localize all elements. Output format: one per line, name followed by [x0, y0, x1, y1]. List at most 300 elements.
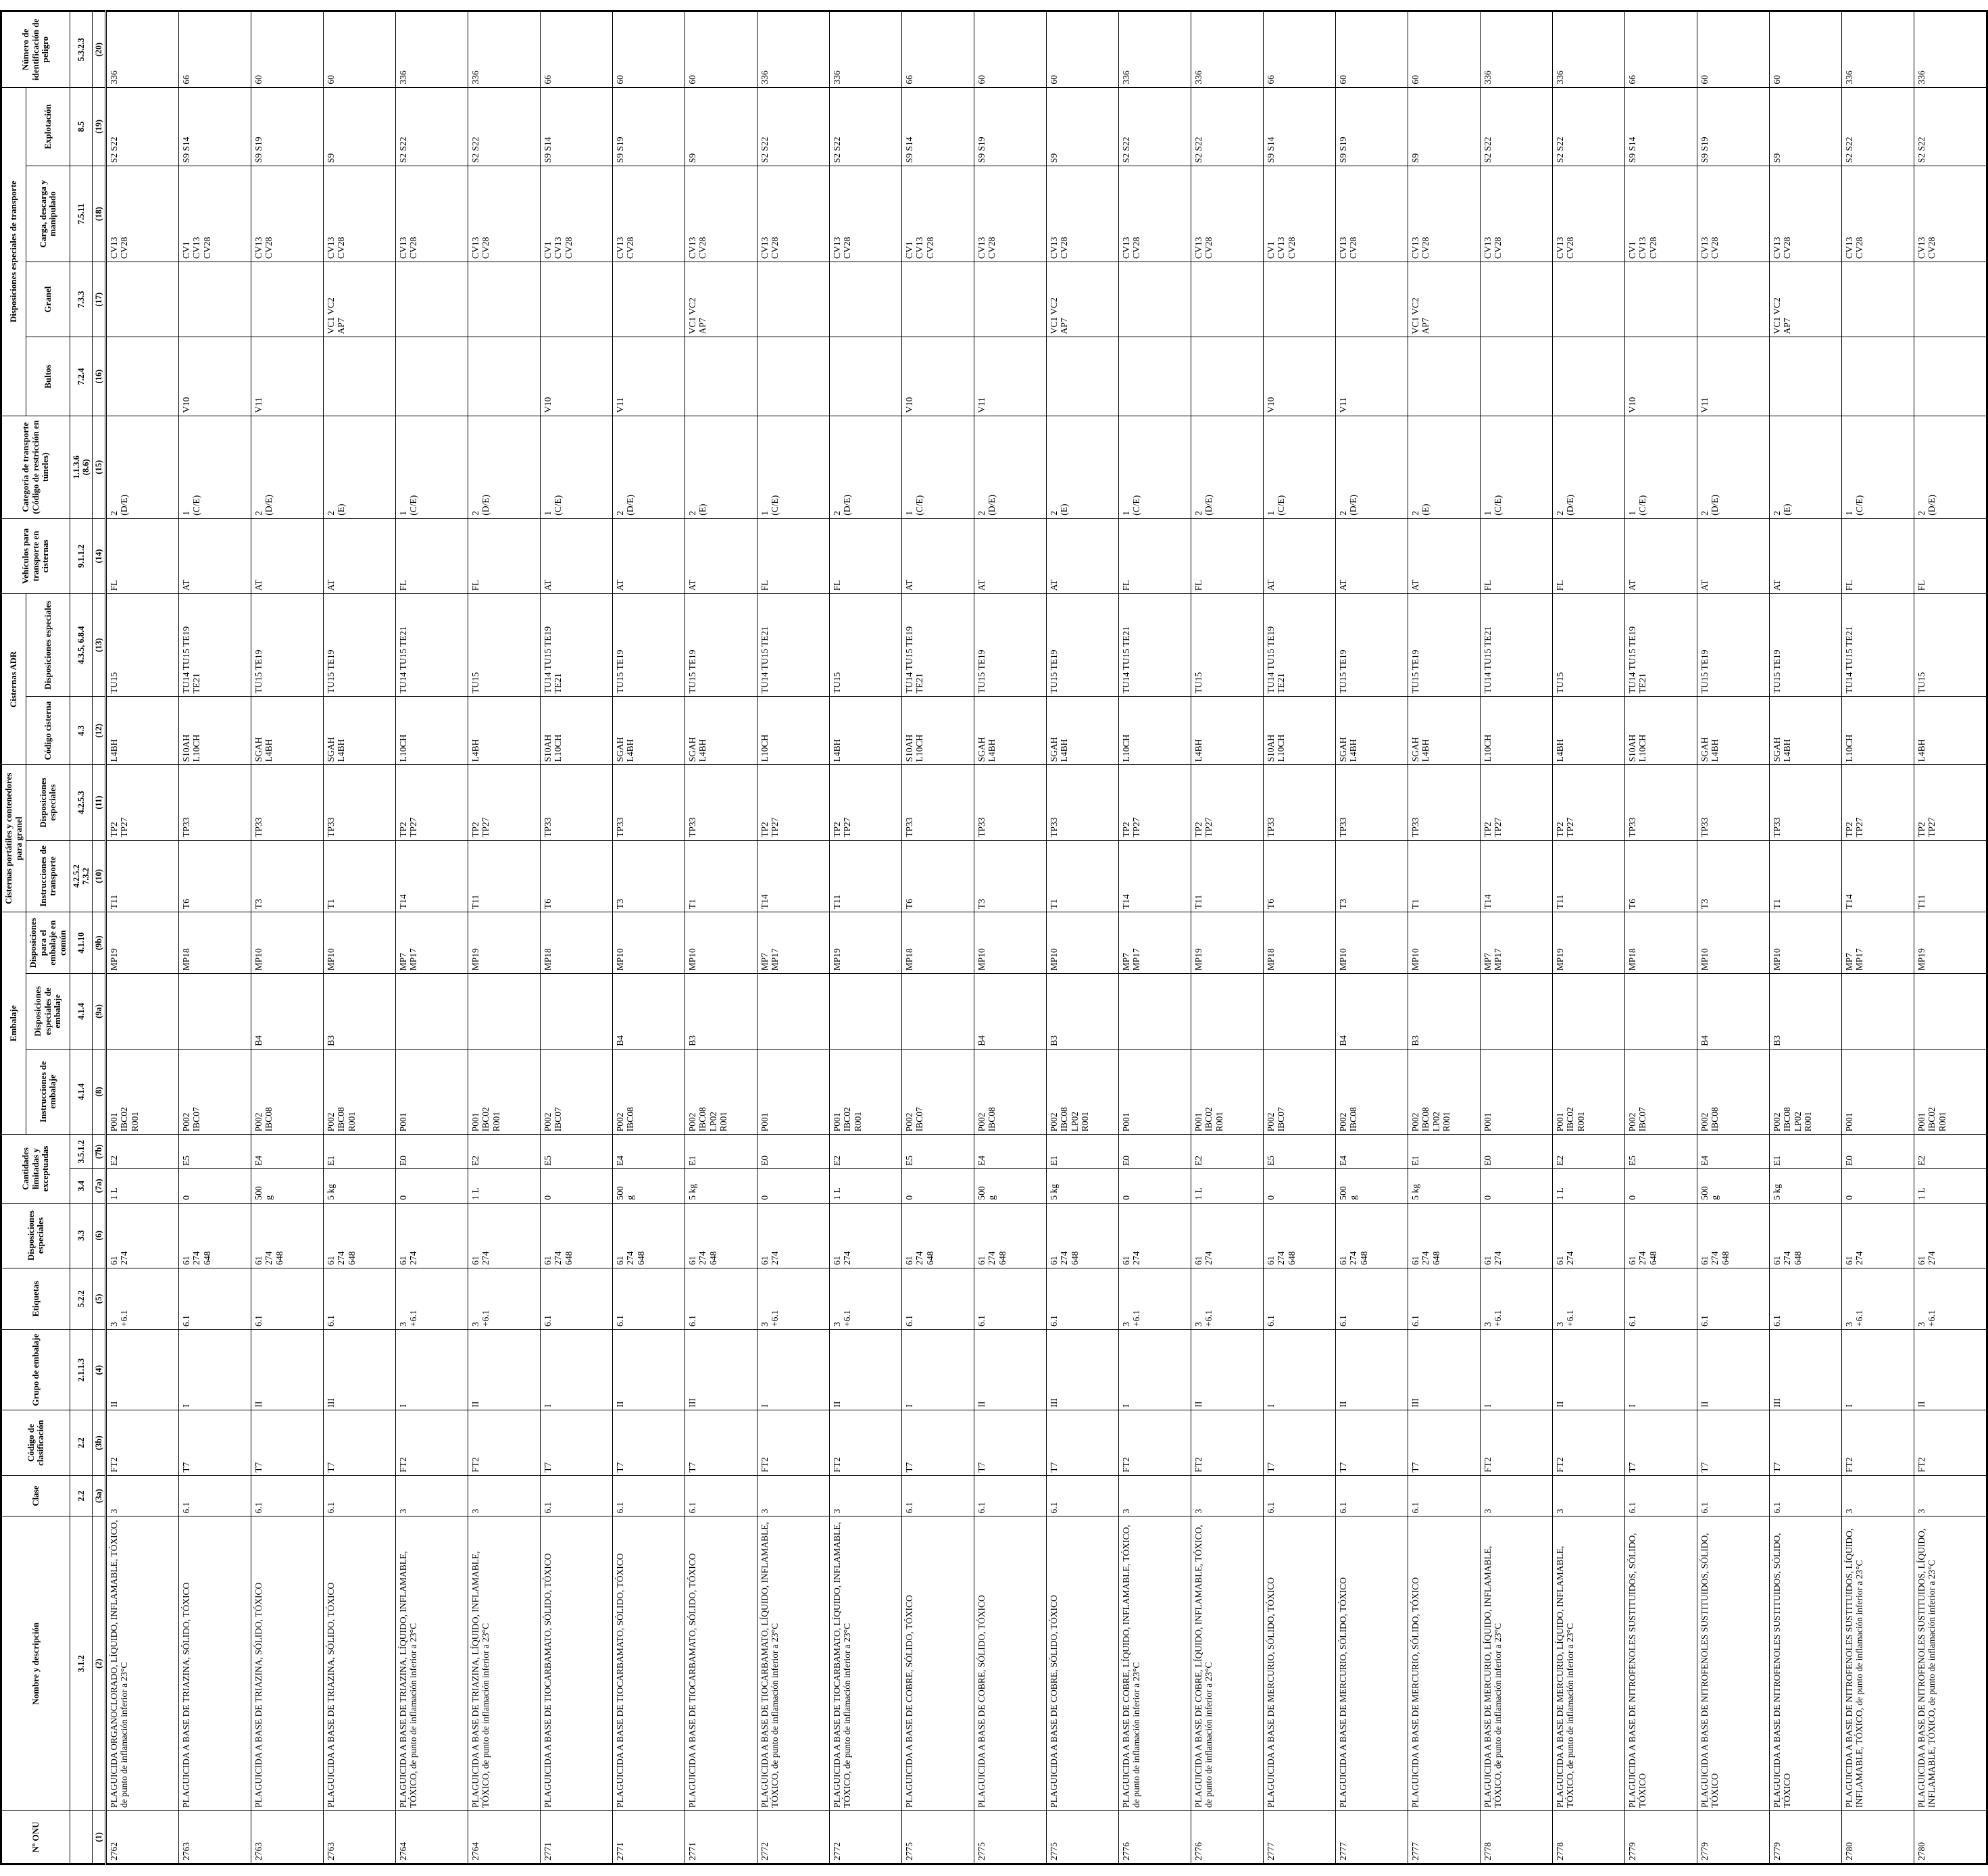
cell-eq: E0	[1119, 1135, 1191, 1169]
cell-lbl: 6.1	[974, 1268, 1047, 1329]
cell-un: 2777	[1264, 1811, 1336, 1865]
ref-cell: 3.5.1.2	[70, 1135, 93, 1169]
header-special-provisions: Disposiciones especiales	[1, 1203, 70, 1268]
cell-tsp: TP2 TP27	[1481, 765, 1553, 840]
cell-pi: P002 IBC08 LP02 R001	[1770, 1049, 1842, 1135]
cell-ti: T3	[251, 840, 324, 912]
cell-eq: E4	[613, 1135, 685, 1169]
cell-gra	[1481, 262, 1553, 337]
cell-bul	[1553, 337, 1625, 416]
cell-code: T7	[1264, 1410, 1336, 1475]
cell-hin: 336	[757, 11, 830, 88]
header-name: Nombre y descripción	[1, 1516, 70, 1811]
table-row	[1697, 11, 1770, 1865]
cell-un: 2775	[1047, 1811, 1119, 1865]
cell-ti: T11	[1191, 840, 1264, 912]
cell-lq: 5 kg	[1047, 1168, 1119, 1203]
cell-code: FT2	[468, 1410, 541, 1475]
cell-cls: 6.1	[179, 1475, 251, 1516]
header-packing-instructions: Instrucciones de embalaje	[26, 1049, 70, 1135]
cell-name: PLAGUICIDA A BASE DE COBRE, SÓLIDO, TÓXICO	[902, 1516, 974, 1811]
cell-veh: FL	[1481, 518, 1553, 593]
cell-exp: S2 S22	[1553, 87, 1625, 166]
ref-cell: 7.3.3	[70, 262, 93, 337]
cell-exp: S2 S22	[1914, 87, 1987, 166]
header-bulk: Granel	[26, 262, 70, 337]
column-number-cell: (8)	[93, 1049, 106, 1135]
cell-eq: E2	[468, 1135, 541, 1169]
cell-sp: 61 274 648	[1047, 1203, 1119, 1268]
cell-pi: P002 IBC07	[179, 1049, 251, 1135]
table-row	[1191, 11, 1264, 1865]
cell-eq: E1	[1408, 1135, 1481, 1169]
cell-un: 2775	[902, 1811, 974, 1865]
cell-pg: I	[179, 1329, 251, 1410]
header-adr-tanks-group: Cisternas ADR	[1, 594, 26, 765]
cell-sp: 61 274 648	[179, 1203, 251, 1268]
cell-tsp2: TU14 TU15 TE19 TE21	[1264, 594, 1336, 697]
cell-psp: B3	[685, 974, 757, 1049]
cell-tc: SGAH L4BH	[324, 697, 396, 765]
cell-ti: T1	[1408, 840, 1481, 912]
table-row	[541, 11, 613, 1865]
cell-cls: 3	[468, 1475, 541, 1516]
table-row	[324, 11, 396, 1865]
cell-cls: 6.1	[1264, 1475, 1336, 1516]
ref-cell: 4.1.4	[70, 1049, 93, 1135]
ref-cell: 9.1.1.2	[70, 518, 93, 593]
cell-tc: SGAH L4BH	[1047, 697, 1119, 765]
cell-tsp: TP33	[1408, 765, 1481, 840]
cell-gra	[396, 262, 468, 337]
cell-tsp2: TU15 TE19	[685, 594, 757, 697]
cell-car: CV13 CV28	[1408, 166, 1481, 262]
header-tank-instructions: Instrucciones de transporte	[26, 840, 70, 912]
cell-veh: AT	[251, 518, 324, 593]
cell-bul: V11	[1697, 337, 1770, 416]
cell-ti: T6	[1264, 840, 1336, 912]
cell-name: PLAGUICIDA A BASE DE TIOCARBAMATO, SÓLIDO, TÓXICO	[541, 1516, 613, 1811]
cell-cat: 1 (C/E)	[1625, 416, 1697, 518]
cell-tsp: TP33	[1047, 765, 1119, 840]
cell-tsp: TP2 TP27	[396, 765, 468, 840]
cell-tsp2: TU15 TE19	[1408, 594, 1481, 697]
table-row	[179, 11, 251, 1865]
column-number-cell: (1)	[93, 1811, 106, 1865]
cell-lq: 1 L	[106, 1168, 179, 1203]
cell-veh: AT	[1264, 518, 1336, 593]
cell-veh: AT	[1770, 518, 1842, 593]
cell-mix: MP10	[685, 912, 757, 974]
cell-hin: 60	[1047, 11, 1119, 88]
header-transport-category: Categoría de transporte (Código de restricción en túneles)	[1, 416, 70, 518]
cell-tsp2: TU15	[830, 594, 902, 697]
column-number-cell: (17)	[93, 262, 106, 337]
cell-bul	[1481, 337, 1553, 416]
cell-ti: T6	[179, 840, 251, 912]
cell-bul: V10	[1625, 337, 1697, 416]
cell-ti: T3	[974, 840, 1047, 912]
cell-veh: FL	[1119, 518, 1191, 593]
cell-tsp: TP33	[974, 765, 1047, 840]
ref-cell: 4.2.5.3	[70, 765, 93, 840]
cell-exp: S9 S14	[1625, 87, 1697, 166]
ref-cell: 4.2.5.2 7.3.2	[70, 840, 93, 912]
cell-cls: 6.1	[251, 1475, 324, 1516]
cell-tsp: TP33	[324, 765, 396, 840]
cell-name: PLAGUICIDA A BASE DE NITROFENOLES SUSTITUIDOS, LÍQUIDO, INFLAMABLE, TÓXICO, de punto de inflamación inferior a 23°C	[1914, 1516, 1987, 1811]
cell-psp: B4	[613, 974, 685, 1049]
cell-lq: 0	[179, 1168, 251, 1203]
cell-code: FT2	[396, 1410, 468, 1475]
cell-exp: S9 S14	[541, 87, 613, 166]
cell-psp	[1119, 974, 1191, 1049]
cell-tsp: TP2 TP27	[1842, 765, 1914, 840]
cell-pi: P001	[396, 1049, 468, 1135]
cell-hin: 336	[1553, 11, 1625, 88]
cell-tsp: TP2 TP27	[1119, 765, 1191, 840]
cell-sp: 61 274	[468, 1203, 541, 1268]
cell-pi: P001 IBC02 R001	[830, 1049, 902, 1135]
cell-eq: E5	[541, 1135, 613, 1169]
cell-code: T7	[179, 1410, 251, 1475]
header-portable-tanks-group: Cisternas portátiles y contenedores para granel	[1, 765, 26, 912]
cell-hin: 60	[613, 11, 685, 88]
cell-mix: MP18	[902, 912, 974, 974]
cell-hin: 60	[1697, 11, 1770, 88]
cell-tsp: TP33	[1625, 765, 1697, 840]
cell-hin: 60	[1770, 11, 1842, 88]
cell-car: CV13 CV28	[106, 166, 179, 262]
cell-tsp2: TU15 TE19	[974, 594, 1047, 697]
table-row	[1553, 11, 1625, 1865]
cell-pi: P002 IBC07	[1625, 1049, 1697, 1135]
cell-hin: 336	[1119, 11, 1191, 88]
cell-bul	[1047, 337, 1119, 416]
cell-pi: P002 IBC08	[613, 1049, 685, 1135]
cell-lbl: 6.1	[1625, 1268, 1697, 1329]
cell-tsp: TP33	[541, 765, 613, 840]
table-row	[1119, 11, 1191, 1865]
ref-cell: 2.2	[70, 1410, 93, 1475]
cell-bul	[1408, 337, 1481, 416]
cell-sp: 61 274 648	[974, 1203, 1047, 1268]
cell-pg: II	[468, 1329, 541, 1410]
cell-cls: 6.1	[1408, 1475, 1481, 1516]
cell-name: PLAGUICIDA A BASE DE TIOCARBAMATO, SÓLIDO, TÓXICO	[685, 1516, 757, 1811]
cell-un: 2778	[1553, 1811, 1625, 1865]
cell-un: 2775	[974, 1811, 1047, 1865]
cell-eq: E2	[1914, 1135, 1987, 1169]
cell-lbl: 6.1	[324, 1268, 396, 1329]
cell-cat: 1 (C/E)	[1842, 416, 1914, 518]
cell-lbl: 3 +6.1	[757, 1268, 830, 1329]
cell-eq: E5	[1625, 1135, 1697, 1169]
cell-hin: 66	[902, 11, 974, 88]
cell-psp	[1914, 974, 1987, 1049]
cell-exp: S9 S19	[613, 87, 685, 166]
cell-gra	[1914, 262, 1987, 337]
cell-gra	[541, 262, 613, 337]
cell-lbl: 3 +6.1	[1481, 1268, 1553, 1329]
cell-mix: MP7 MP17	[1481, 912, 1553, 974]
cell-pg: III	[324, 1329, 396, 1410]
cell-mix: MP7 MP17	[1119, 912, 1191, 974]
cell-veh: AT	[685, 518, 757, 593]
cell-cat: 2 (E)	[1770, 416, 1842, 518]
cell-car: CV13 CV28	[251, 166, 324, 262]
cell-un: 2778	[1481, 1811, 1553, 1865]
cell-car: CV13 CV28	[1481, 166, 1553, 262]
cell-hin: 336	[1842, 11, 1914, 88]
table-row	[685, 11, 757, 1865]
cell-ti: T6	[541, 840, 613, 912]
dangerous-goods-table	[0, 10, 1988, 1865]
cell-mix: MP19	[1553, 912, 1625, 974]
cell-pg: I	[902, 1329, 974, 1410]
cell-veh: FL	[1842, 518, 1914, 593]
cell-code: T7	[1047, 1410, 1119, 1475]
ref-cell: 7.5.11	[70, 166, 93, 262]
cell-tsp2: TU15	[106, 594, 179, 697]
cell-gra	[1336, 262, 1408, 337]
cell-gra	[1697, 262, 1770, 337]
cell-ti: T14	[1481, 840, 1553, 912]
cell-cls: 6.1	[974, 1475, 1047, 1516]
ref-cell: 5.3.2.3	[70, 11, 93, 88]
cell-lbl: 3 +6.1	[1553, 1268, 1625, 1329]
cell-lbl: 3 +6.1	[1914, 1268, 1987, 1329]
cell-bul: V10	[179, 337, 251, 416]
cell-cat: 2 (D/E)	[106, 416, 179, 518]
cell-veh: AT	[541, 518, 613, 593]
cell-un: 2771	[685, 1811, 757, 1865]
cell-lq: 1 L	[468, 1168, 541, 1203]
cell-tsp2: TU14 TU15 TE21	[1481, 594, 1553, 697]
cell-name: PLAGUICIDA A BASE DE COBRE, LÍQUIDO, INFLAMABLE, TÓXICO, de punto de inflamación inferior a 23°C	[1191, 1516, 1264, 1811]
column-number-cell: (20)	[93, 11, 106, 88]
cell-veh: AT	[1047, 518, 1119, 593]
cell-mix: MP7 MP17	[1842, 912, 1914, 974]
cell-pg: I	[1625, 1329, 1697, 1410]
header-limited-quantities: Cantidades limitadas y exceptuadas	[1, 1135, 70, 1203]
cell-car: CV1 CV13 CV28	[541, 166, 613, 262]
cell-code: T7	[1770, 1410, 1842, 1475]
cell-pi: P001 IBC02 R001	[1191, 1049, 1264, 1135]
cell-pi: P002 IBC08	[1697, 1049, 1770, 1135]
cell-gra	[902, 262, 974, 337]
cell-eq: E0	[396, 1135, 468, 1169]
cell-lq: 1 L	[1553, 1168, 1625, 1203]
cell-mix: MP7 MP17	[757, 912, 830, 974]
cell-hin: 336	[830, 11, 902, 88]
cell-veh: AT	[179, 518, 251, 593]
cell-hin: 60	[1336, 11, 1408, 88]
cell-code: FT2	[1842, 1410, 1914, 1475]
cell-exp: S2 S22	[1842, 87, 1914, 166]
cell-lbl: 6.1	[1264, 1268, 1336, 1329]
cell-sp: 61 274 648	[685, 1203, 757, 1268]
cell-un: 2772	[830, 1811, 902, 1865]
cell-tsp2: TU14 TU15 TE19 TE21	[179, 594, 251, 697]
cell-lbl: 6.1	[1770, 1268, 1842, 1329]
cell-mix: MP10	[1047, 912, 1119, 974]
column-number-cell: (10)	[93, 840, 106, 912]
cell-bul	[757, 337, 830, 416]
cell-cls: 3	[1191, 1475, 1264, 1516]
cell-code: T7	[685, 1410, 757, 1475]
cell-cat: 2 (E)	[1047, 416, 1119, 518]
header-packages: Bultos	[26, 337, 70, 416]
cell-cls: 6.1	[1770, 1475, 1842, 1516]
cell-un: 2780	[1842, 1811, 1914, 1865]
cell-lbl: 6.1	[613, 1268, 685, 1329]
cell-hin: 336	[1191, 11, 1264, 88]
cell-name: PLAGUICIDA A BASE DE MERCURIO, SÓLIDO, TÓXICO	[1264, 1516, 1336, 1811]
column-number-cell: (5)	[93, 1268, 106, 1329]
table-row	[613, 11, 685, 1865]
cell-lq: 500 g	[1697, 1168, 1770, 1203]
cell-code: T7	[902, 1410, 974, 1475]
cell-cls: 3	[757, 1475, 830, 1516]
cell-exp: S2 S22	[830, 87, 902, 166]
cell-gra	[179, 262, 251, 337]
header-tank-special: Disposiciones especiales	[26, 765, 70, 840]
cell-exp: S2 S22	[1481, 87, 1553, 166]
cell-hin: 60	[251, 11, 324, 88]
cell-tsp: TP2 TP27	[1914, 765, 1987, 840]
cell-sp: 61 274 648	[1408, 1203, 1481, 1268]
cell-eq: E1	[685, 1135, 757, 1169]
cell-car: CV1 CV13 CV28	[902, 166, 974, 262]
cell-lq: 1 L	[830, 1168, 902, 1203]
cell-tc: L4BH	[830, 697, 902, 765]
cell-hin: 336	[1914, 11, 1987, 88]
cell-exp: S9	[1047, 87, 1119, 166]
cell-name: PLAGUICIDA A BASE DE COBRE, SÓLIDO, TÓXICO	[1047, 1516, 1119, 1811]
header-hazard-id: Número de identificación de peligro	[1, 11, 70, 88]
cell-cls: 3	[396, 1475, 468, 1516]
cell-pg: I	[1481, 1329, 1553, 1410]
cell-ti: T1	[685, 840, 757, 912]
header-mixed-packing: Disposiciones para el embalaje en común	[26, 912, 70, 974]
column-number-cell: (12)	[93, 697, 106, 765]
cell-tc: S10AH L10CH	[1264, 697, 1336, 765]
cell-eq: E2	[830, 1135, 902, 1169]
cell-mix: MP19	[830, 912, 902, 974]
cell-cls: 6.1	[1047, 1475, 1119, 1516]
cell-gra	[757, 262, 830, 337]
column-number-cell: (19)	[93, 87, 106, 166]
cell-tc: L10CH	[1119, 697, 1191, 765]
cell-cls: 6.1	[613, 1475, 685, 1516]
table-row	[757, 11, 830, 1865]
cell-pg: II	[830, 1329, 902, 1410]
cell-un: 2763	[251, 1811, 324, 1865]
cell-exp: S2 S22	[396, 87, 468, 166]
cell-un: 2764	[468, 1811, 541, 1865]
cell-ti: T6	[902, 840, 974, 912]
ref-cell: 4.1.4	[70, 974, 93, 1049]
cell-eq: E1	[1770, 1135, 1842, 1169]
cell-sp: 61 274 648	[1625, 1203, 1697, 1268]
cell-ti: T3	[1336, 840, 1408, 912]
column-number-cell: (18)	[93, 166, 106, 262]
cell-sp: 61 274	[106, 1203, 179, 1268]
cell-exp: S2 S22	[1119, 87, 1191, 166]
cell-sp: 61 274	[1191, 1203, 1264, 1268]
cell-cat: 1 (C/E)	[1481, 416, 1553, 518]
cell-ti: T14	[757, 840, 830, 912]
cell-tc: L10CH	[757, 697, 830, 765]
cell-name: PLAGUICIDA A BASE DE NITROFENOLES SUSTITUIDOS, SÓLIDO, TÓXICO	[1625, 1516, 1697, 1811]
cell-ti: T11	[830, 840, 902, 912]
cell-name: PLAGUICIDA A BASE DE TRIAZINA, LÍQUIDO, INFLAMABLE, TÓXICO, de punto de inflamación inferior a 23°C	[468, 1516, 541, 1811]
cell-lbl: 3 +6.1	[1119, 1268, 1191, 1329]
cell-lbl: 6.1	[179, 1268, 251, 1329]
cell-name: PLAGUICIDA A BASE DE TRIAZINA, SÓLIDO, TÓXICO	[324, 1516, 396, 1811]
cell-pg: II	[1697, 1329, 1770, 1410]
cell-tc: SGAH L4BH	[974, 697, 1047, 765]
table-row	[1481, 11, 1553, 1865]
cell-exp: S9 S19	[251, 87, 324, 166]
cell-sp: 61 274	[1842, 1203, 1914, 1268]
cell-eq: E4	[1336, 1135, 1408, 1169]
cell-sp: 61 274	[757, 1203, 830, 1268]
cell-car: CV13 CV28	[830, 166, 902, 262]
cell-gra	[1625, 262, 1697, 337]
cell-psp	[468, 974, 541, 1049]
cell-name: PLAGUICIDA A BASE DE COBRE, LÍQUIDO, INFLAMABLE, TÓXICO, de punto de inflamación inferior a 23°C	[1119, 1516, 1191, 1811]
cell-gra	[1264, 262, 1336, 337]
ref-cell: 3.3	[70, 1203, 93, 1268]
cell-sp: 61 274 648	[251, 1203, 324, 1268]
cell-hin: 336	[1481, 11, 1553, 88]
cell-bul: V10	[902, 337, 974, 416]
cell-gra	[830, 262, 902, 337]
cell-mix: MP10	[1770, 912, 1842, 974]
cell-mix: MP18	[1625, 912, 1697, 974]
table-row	[1047, 11, 1119, 1865]
cell-name: PLAGUICIDA A BASE DE TIOCARBAMATO, SÓLIDO, TÓXICO	[613, 1516, 685, 1811]
cell-lq: 500 g	[1336, 1168, 1408, 1203]
cell-cat: 2 (D/E)	[613, 416, 685, 518]
cell-code: FT2	[1481, 1410, 1553, 1475]
cell-tsp2: TU14 TU15 TE21	[1119, 594, 1191, 697]
cell-tsp2: TU15 TE19	[1697, 594, 1770, 697]
column-number-cell: (9a)	[93, 974, 106, 1049]
cell-tc: L4BH	[1914, 697, 1987, 765]
cell-psp	[179, 974, 251, 1049]
cell-bul	[468, 337, 541, 416]
cell-code: T7	[1408, 1410, 1481, 1475]
table-row	[902, 11, 974, 1865]
cell-cat: 2 (D/E)	[1914, 416, 1987, 518]
cell-pg: II	[1336, 1329, 1408, 1410]
cell-hin: 336	[468, 11, 541, 88]
column-number-cell: (15)	[93, 416, 106, 518]
cell-bul: V10	[1264, 337, 1336, 416]
cell-lbl: 6.1	[1047, 1268, 1119, 1329]
cell-code: FT2	[1119, 1410, 1191, 1475]
cell-pg: II	[1914, 1329, 1987, 1410]
cell-exp: S2 S22	[468, 87, 541, 166]
cell-tsp2: TU14 TU15 TE21	[1842, 594, 1914, 697]
cell-veh: FL	[830, 518, 902, 593]
cell-tc: L4BH	[106, 697, 179, 765]
cell-ti: T1	[1047, 840, 1119, 912]
header-classification-code: Código de clasificación	[1, 1410, 70, 1475]
